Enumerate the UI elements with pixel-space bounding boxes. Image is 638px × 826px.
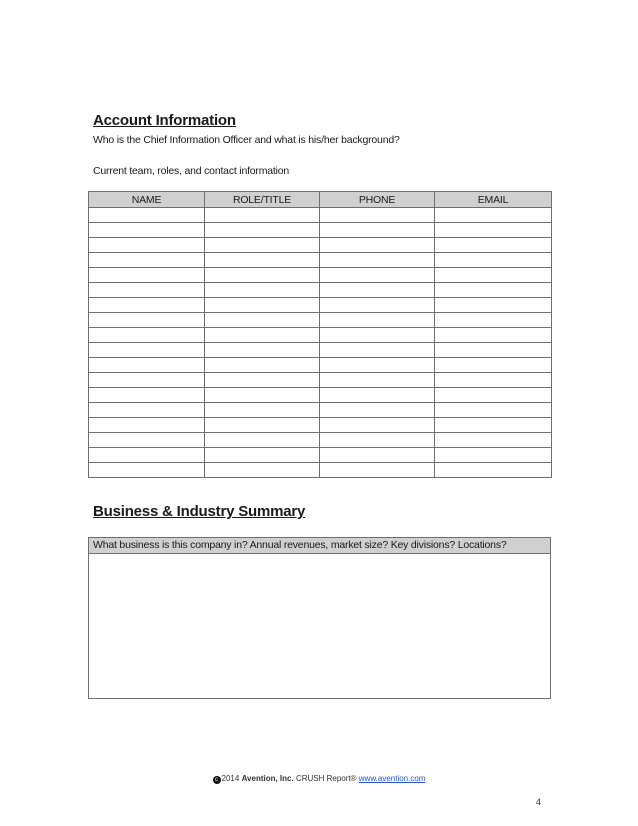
table-cell[interactable] [435,373,552,388]
table-cell[interactable] [205,253,320,268]
table-cell[interactable] [205,343,320,358]
header-role-title: ROLE/TITLE [205,192,320,208]
table-cell[interactable] [89,373,205,388]
table-cell[interactable] [205,448,320,463]
table-cell[interactable] [320,253,435,268]
table-cell[interactable] [320,463,435,478]
table-cell[interactable] [435,238,552,253]
business-summary-input-area[interactable] [89,554,550,698]
table-cell[interactable] [320,268,435,283]
table-cell[interactable] [89,403,205,418]
table-cell[interactable] [435,418,552,433]
table-cell[interactable] [320,433,435,448]
business-summary-title: Business & Industry Summary [93,503,306,520]
table-cell[interactable] [89,328,205,343]
table-cell[interactable] [435,208,552,223]
table-cell[interactable] [320,223,435,238]
table-cell[interactable] [435,283,552,298]
table-cell[interactable] [435,433,552,448]
table-row [89,433,552,448]
table-cell[interactable] [89,448,205,463]
table-cell[interactable] [205,208,320,223]
table-cell[interactable] [89,268,205,283]
table-row [89,358,552,373]
table-cell[interactable] [89,388,205,403]
table-cell[interactable] [435,388,552,403]
table-cell[interactable] [89,463,205,478]
table-cell[interactable] [320,403,435,418]
table-cell[interactable] [435,268,552,283]
table-cell[interactable] [89,283,205,298]
table-cell[interactable] [435,403,552,418]
header-phone: PHONE [320,192,435,208]
table-cell[interactable] [435,328,552,343]
table-row [89,403,552,418]
table-row [89,283,552,298]
table-cell[interactable] [89,418,205,433]
header-email: EMAIL [435,192,552,208]
table-row [89,463,552,478]
table-cell[interactable] [320,328,435,343]
footer-company: Avention, Inc. [241,774,294,783]
table-cell[interactable] [89,433,205,448]
account-information-title: Account Information [93,112,236,129]
table-cell[interactable] [205,283,320,298]
table-cell[interactable] [320,298,435,313]
table-row [89,208,552,223]
table-row [89,313,552,328]
contacts-table-body [89,208,552,478]
table-cell[interactable] [320,313,435,328]
table-cell[interactable] [205,358,320,373]
table-cell[interactable] [435,298,552,313]
table-row [89,373,552,388]
table-cell[interactable] [320,388,435,403]
table-cell[interactable] [435,448,552,463]
table-cell[interactable] [205,433,320,448]
table-cell[interactable] [89,298,205,313]
table-cell[interactable] [205,298,320,313]
table-cell[interactable] [320,283,435,298]
table-cell[interactable] [320,448,435,463]
business-summary-question: What business is this company in? Annual revenues, market size? Key divisions? Locations? [89,538,550,554]
table-cell[interactable] [89,208,205,223]
table-row [89,298,552,313]
table-row [89,223,552,238]
table-row [89,238,552,253]
table-row [89,343,552,358]
table-cell[interactable] [435,358,552,373]
table-cell[interactable] [205,373,320,388]
table-row [89,328,552,343]
table-cell[interactable] [320,358,435,373]
table-row [89,268,552,283]
contacts-table-header [89,192,552,208]
table-cell[interactable] [205,388,320,403]
footer-link[interactable]: www.avention.com [358,774,426,783]
table-cell[interactable] [89,238,205,253]
cio-question: Who is the Chief Information Officer and what is his/her background? [93,134,400,146]
table-cell[interactable] [205,418,320,433]
table-cell[interactable] [435,253,552,268]
page-number: 4 [536,797,542,807]
footer-report: CRUSH Report® [295,774,357,783]
table-row [89,388,552,403]
table-cell[interactable] [205,238,320,253]
table-cell[interactable] [320,208,435,223]
table-cell[interactable] [320,418,435,433]
table-cell[interactable] [435,463,552,478]
page-footer [0,774,638,784]
table-cell[interactable] [89,343,205,358]
table-row [89,448,552,463]
table-cell[interactable] [89,253,205,268]
team-contact-label: Current team, roles, and contact information [93,165,290,177]
table-row [89,418,552,433]
copyright-icon: c [213,776,221,784]
table-cell[interactable] [89,223,205,238]
table-row [89,253,552,268]
business-summary-box [88,537,551,699]
table-cell[interactable] [435,223,552,238]
table-cell[interactable] [205,268,320,283]
header-name: NAME [89,192,205,208]
table-cell[interactable] [320,343,435,358]
table-cell[interactable] [89,358,205,373]
table-cell[interactable] [435,343,552,358]
table-cell[interactable] [320,238,435,253]
table-cell[interactable] [435,313,552,328]
contacts-table [88,191,552,478]
table-cell[interactable] [205,223,320,238]
table-cell[interactable] [320,373,435,388]
table-cell[interactable] [205,328,320,343]
table-cell[interactable] [89,313,205,328]
table-cell[interactable] [205,403,320,418]
table-cell[interactable] [205,313,320,328]
table-cell[interactable] [205,463,320,478]
footer-year: 2014 [221,774,240,783]
